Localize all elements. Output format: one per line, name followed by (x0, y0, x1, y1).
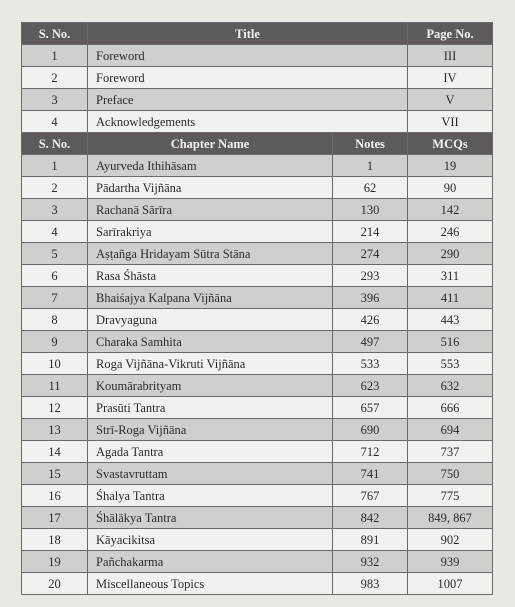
mcqs-page: 311 (408, 265, 493, 287)
chapter-name: Aṣṭañga Hridayam Sūtra Stāna (88, 243, 333, 265)
notes-page: 533 (333, 353, 408, 375)
mcqs-page: 516 (408, 331, 493, 353)
notes-page: 1 (333, 155, 408, 177)
mcqs-page: 19 (408, 155, 493, 177)
serial-number: 15 (22, 463, 88, 485)
mcqs-page: 694 (408, 419, 493, 441)
notes-page: 891 (333, 529, 408, 551)
page-number: IV (408, 67, 493, 89)
serial-number: 17 (22, 507, 88, 529)
chapter-name: Rasa Śhāsta (88, 265, 333, 287)
chapter-name: Pādartha Vijñāna (88, 177, 333, 199)
chapter-row (22, 199, 493, 221)
front-matter-page-header: Page No. (408, 23, 493, 45)
chapters-header-row (22, 133, 493, 155)
chapter-row (22, 463, 493, 485)
chapters-mcqs-header: MCQs (408, 133, 493, 155)
front-matter-title: Foreword (88, 45, 408, 67)
chapter-row (22, 287, 493, 309)
front-matter-row (22, 111, 493, 133)
serial-number: 3 (22, 89, 88, 111)
notes-page: 741 (333, 463, 408, 485)
serial-number: 1 (22, 155, 88, 177)
chapter-row (22, 177, 493, 199)
mcqs-page: 849, 867 (408, 507, 493, 529)
notes-page: 62 (333, 177, 408, 199)
chapter-row (22, 551, 493, 573)
chapter-row (22, 507, 493, 529)
notes-page: 214 (333, 221, 408, 243)
chapter-name: Śhālākya Tantra (88, 507, 333, 529)
front-matter-row (22, 67, 493, 89)
serial-number: 4 (22, 221, 88, 243)
chapters-name-header: Chapter Name (88, 133, 333, 155)
chapter-name: Bhaiśajya Kalpana Vijñāna (88, 287, 333, 309)
front-matter-title: Foreword (88, 67, 408, 89)
chapters-notes-header: Notes (333, 133, 408, 155)
notes-page: 396 (333, 287, 408, 309)
serial-number: 2 (22, 67, 88, 89)
mcqs-page: 737 (408, 441, 493, 463)
chapter-row (22, 265, 493, 287)
chapter-name: Charaka Samhita (88, 331, 333, 353)
chapter-name: Strī-Roga Vijñāna (88, 419, 333, 441)
chapter-name: Śhalya Tantra (88, 485, 333, 507)
serial-number: 4 (22, 111, 88, 133)
serial-number: 8 (22, 309, 88, 331)
notes-page: 293 (333, 265, 408, 287)
notes-page: 274 (333, 243, 408, 265)
chapter-name: Pañchakarma (88, 551, 333, 573)
chapter-row (22, 485, 493, 507)
mcqs-page: 290 (408, 243, 493, 265)
serial-number: 14 (22, 441, 88, 463)
chapter-name: Kāyacikitsa (88, 529, 333, 551)
mcqs-page: 1007 (408, 573, 493, 595)
serial-number: 9 (22, 331, 88, 353)
mcqs-page: 443 (408, 309, 493, 331)
chapter-name: Prasūti Tantra (88, 397, 333, 419)
mcqs-page: 666 (408, 397, 493, 419)
chapter-row (22, 529, 493, 551)
front-matter-title: Preface (88, 89, 408, 111)
serial-number: 1 (22, 45, 88, 67)
mcqs-page: 775 (408, 485, 493, 507)
chapter-name: Dravyaguna (88, 309, 333, 331)
contents-table (21, 22, 493, 595)
mcqs-page: 632 (408, 375, 493, 397)
serial-number: 7 (22, 287, 88, 309)
chapter-name: Koumārabrityam (88, 375, 333, 397)
mcqs-page: 411 (408, 287, 493, 309)
serial-number: 18 (22, 529, 88, 551)
chapter-name: Rachanā Sārīra (88, 199, 333, 221)
chapter-row (22, 221, 493, 243)
notes-page: 497 (333, 331, 408, 353)
chapter-name: Roga Vijñāna-Vikruti Vijñāna (88, 353, 333, 375)
notes-page: 657 (333, 397, 408, 419)
serial-number: 13 (22, 419, 88, 441)
chapter-row (22, 419, 493, 441)
notes-page: 983 (333, 573, 408, 595)
chapter-name: Miscellaneous Topics (88, 573, 333, 595)
serial-number: 2 (22, 177, 88, 199)
front-matter-body (22, 45, 493, 133)
chapters-body (22, 155, 493, 595)
notes-page: 690 (333, 419, 408, 441)
serial-number: 11 (22, 375, 88, 397)
chapter-row (22, 155, 493, 177)
front-matter-sno-header: S. No. (22, 23, 88, 45)
notes-page: 767 (333, 485, 408, 507)
mcqs-page: 750 (408, 463, 493, 485)
chapter-row (22, 441, 493, 463)
page-number: III (408, 45, 493, 67)
serial-number: 19 (22, 551, 88, 573)
mcqs-page: 939 (408, 551, 493, 573)
chapter-row (22, 331, 493, 353)
chapter-row (22, 397, 493, 419)
chapters-sno-header: S. No. (22, 133, 88, 155)
chapter-row (22, 573, 493, 595)
notes-page: 426 (333, 309, 408, 331)
front-matter-header-row (22, 23, 493, 45)
chapter-name: Agada Tantra (88, 441, 333, 463)
mcqs-page: 90 (408, 177, 493, 199)
mcqs-page: 246 (408, 221, 493, 243)
mcqs-page: 553 (408, 353, 493, 375)
notes-page: 932 (333, 551, 408, 573)
notes-page: 712 (333, 441, 408, 463)
page-number: V (408, 89, 493, 111)
serial-number: 6 (22, 265, 88, 287)
chapter-row (22, 353, 493, 375)
serial-number: 5 (22, 243, 88, 265)
serial-number: 10 (22, 353, 88, 375)
front-matter-title: Acknowledgements (88, 111, 408, 133)
chapter-name: Ayurveda Ithihāsam (88, 155, 333, 177)
notes-page: 623 (333, 375, 408, 397)
chapter-row (22, 309, 493, 331)
front-matter-row (22, 45, 493, 67)
notes-page: 842 (333, 507, 408, 529)
front-matter-row (22, 89, 493, 111)
notes-page: 130 (333, 199, 408, 221)
front-matter-title-header: Title (88, 23, 408, 45)
serial-number: 16 (22, 485, 88, 507)
chapter-name: Sarīrakriya (88, 221, 333, 243)
page-number: VII (408, 111, 493, 133)
chapter-row (22, 243, 493, 265)
chapter-name: Svastavruttam (88, 463, 333, 485)
mcqs-page: 902 (408, 529, 493, 551)
mcqs-page: 142 (408, 199, 493, 221)
chapter-row (22, 375, 493, 397)
serial-number: 3 (22, 199, 88, 221)
serial-number: 20 (22, 573, 88, 595)
serial-number: 12 (22, 397, 88, 419)
